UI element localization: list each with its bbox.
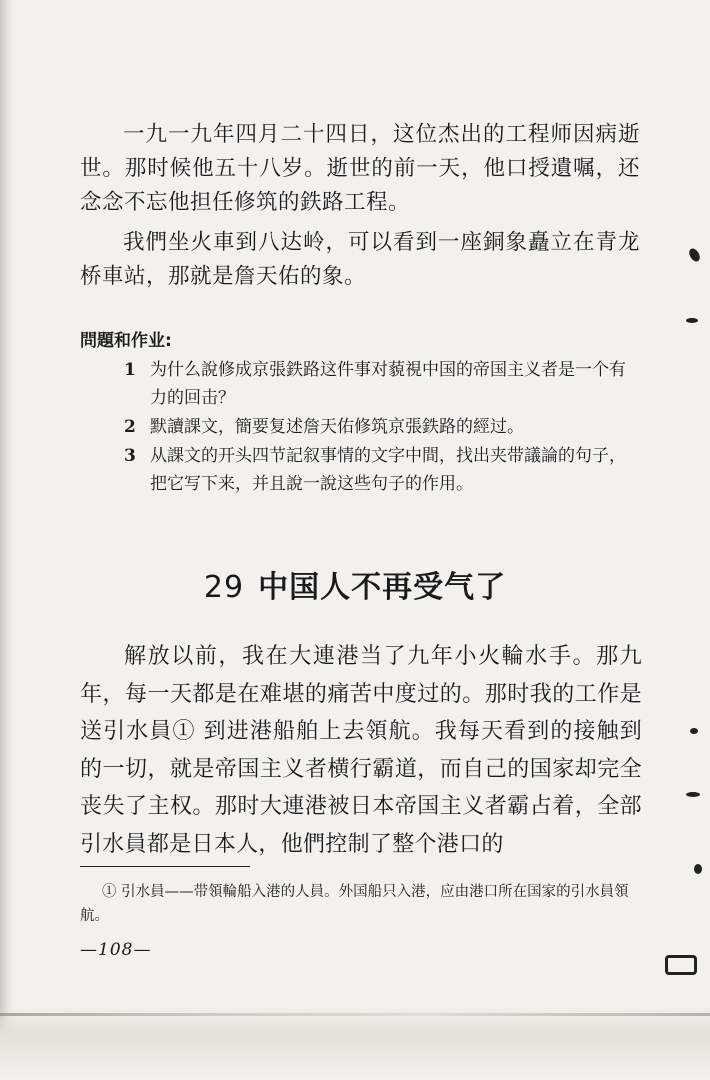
homework-list xyxy=(124,356,642,499)
scan-left-edge xyxy=(0,0,14,1080)
homework-item xyxy=(124,413,642,441)
page-number: —108— xyxy=(80,940,152,960)
footnote: ① 引水員——带領輪船入港的人員。外国船只入港，应由港口所在国家的引水員領航。 xyxy=(80,884,629,924)
scan-mark xyxy=(694,864,702,874)
paragraph-death: 一九一九年四月二十四日，这位杰出的工程师因病逝世。那时候他五十八岁。逝世的前一天，他口授遺嘱，还念念不忘他担任修筑的鉄路工程。 xyxy=(80,122,640,215)
paragraph-statue: 我們坐火車到八达岭，可以看到一座銅象矗立在青龙桥車站，那就是詹天佑的象。 xyxy=(80,230,640,289)
homework-item-number: 3 xyxy=(124,446,136,466)
homework-item-text: 从課文的开头四节記叙事情的文字中間，找出夹带議論的句子，把它写下来，并且說一說这些句子的作用。 xyxy=(150,446,626,494)
scan-bottom-shadow xyxy=(0,1005,710,1080)
scan-mark xyxy=(687,247,702,264)
homework-item-text: 为什么說修成京張鉄路这件事对藐視中国的帝国主义者是一个有力的回击？ xyxy=(150,360,626,408)
scan-mark xyxy=(686,318,698,323)
homework-item xyxy=(124,356,642,412)
homework-item-number: 2 xyxy=(124,417,136,437)
scan-mark xyxy=(665,955,697,975)
scan-mark xyxy=(690,728,698,734)
homework-item xyxy=(124,442,642,498)
homework-item-number: 1 xyxy=(124,360,136,380)
lesson-number: 29 xyxy=(203,570,245,605)
homework-heading: 問題和作业: xyxy=(80,331,172,351)
lesson-title xyxy=(0,562,710,606)
scan-mark xyxy=(686,792,700,797)
footnote-divider xyxy=(80,866,250,867)
scan-bottom-line xyxy=(0,1013,710,1016)
homework-item-text: 默讀課文，簡要复述詹天佑修筑京張鉄路的經过。 xyxy=(150,417,524,437)
lesson-body-paragraph: 解放以前，我在大連港当了九年小火輪水手。那九年，每一天都是在难堪的痛苦中度过的。那时我的工作是送引水員① 到进港船舶上去領航。我每天看到的接触到的一切，就是帝国主义者横行霸道，而自己的国家却完全丧失了主权。那时大連港被日本帝国主义者霸占着，全部引水員都是日本人，他們控制了整个港口的 xyxy=(80,644,642,857)
lesson-title-text: 中国人不再受气了 xyxy=(258,570,507,605)
